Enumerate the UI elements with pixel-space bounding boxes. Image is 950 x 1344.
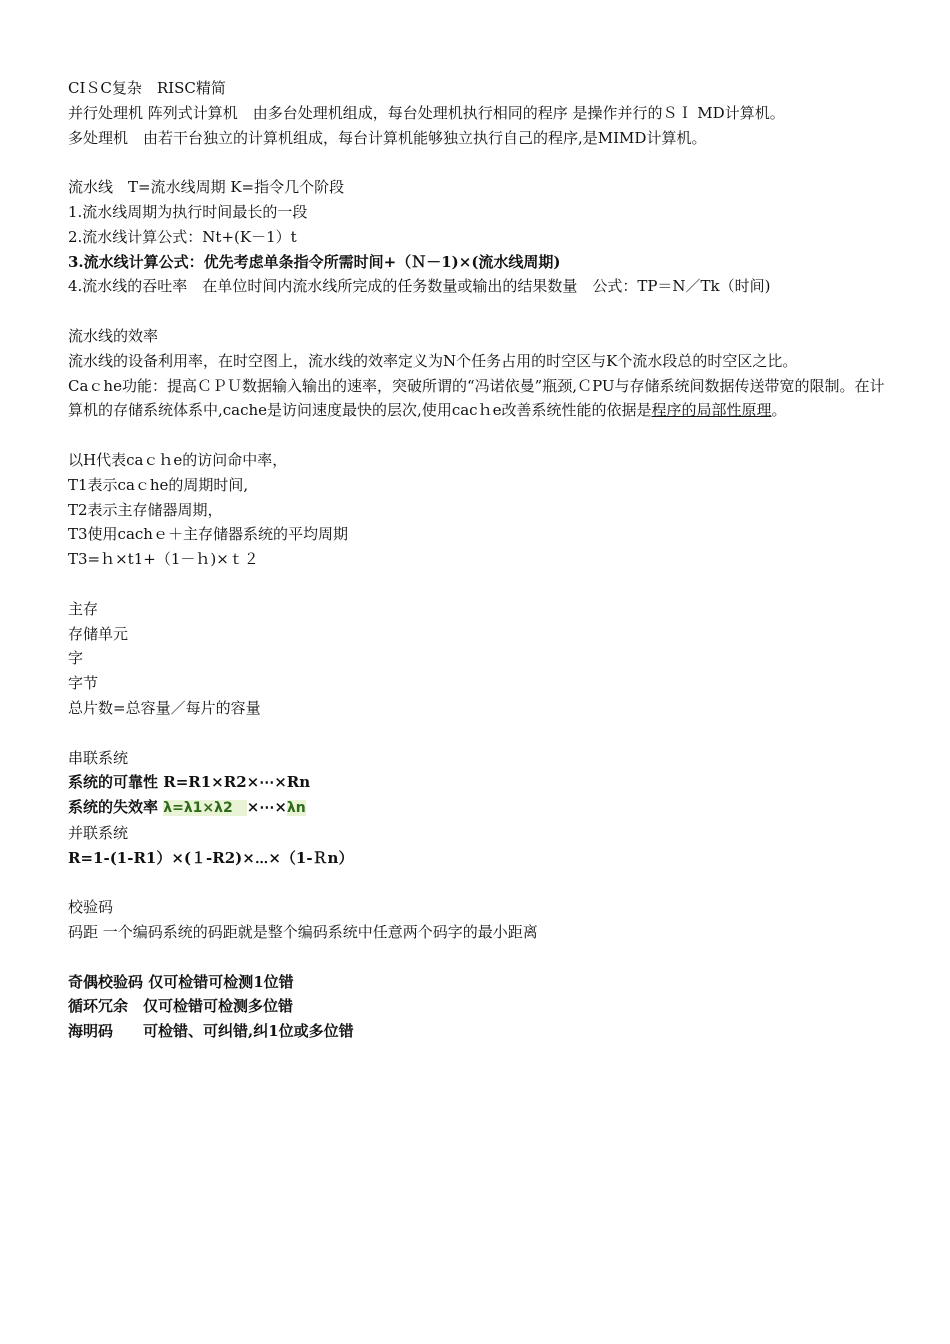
pipeline-point-2: 2.流水线计算公式：Nt+(K－1）t	[68, 227, 297, 246]
failure-rate-last-term: λn	[286, 800, 306, 817]
check-code-heading: 校验码	[68, 898, 114, 917]
pipeline-point-1: 1.流水线周期为执行时间最长的一段	[68, 202, 308, 221]
cache-hit-rate-line: 以H代表caｃｈe的访问命中率，	[68, 450, 288, 469]
spacer	[68, 721, 886, 746]
failure-rate-highlight: λ=λ1×λ2	[163, 800, 247, 817]
chip-count-formula: 总片数=总容量／每片的容量	[68, 698, 261, 717]
word-term: 字	[68, 649, 84, 668]
pipeline-point-3: 3.流水线计算公式：优先考虑单条指令所需时间+（Ｎ－1)×(流水线周期)	[68, 252, 561, 271]
pipeline-heading: 流水线 T=流水线周期 K=指令几个阶段	[68, 178, 345, 197]
main-memory-term: 主存	[68, 599, 99, 618]
crc-code-line: 循环冗余 仅可检错可检测多位错	[68, 997, 294, 1016]
spacer	[68, 299, 886, 324]
cache-t1-line: T1表示caｃhe的周期时间,	[68, 475, 249, 494]
cisc-risc-line: CIＳC复杂 RISC精简	[68, 79, 226, 97]
cache-t3-line: T3使用cachｅ＋主存储器系统的平均周期	[68, 525, 348, 544]
spacer	[68, 871, 886, 896]
failure-rate-label: 系统的失效率	[68, 798, 164, 817]
spacer	[68, 150, 886, 175]
document-body	[68, 76, 886, 1044]
cache-t3-formula: T3=ｈ×t1+（1－ｈ)×ｔ２	[68, 550, 259, 569]
parity-code-line: 奇偶校验码 仅可检错可检测1位错	[68, 972, 294, 991]
locality-principle-link: 程序的局部性原理	[651, 401, 772, 420]
cache-function-paragraph	[68, 374, 886, 424]
mimd-definition: 多处理机 由若干台独立的计算机组成，每台计算机能够独立执行自己的程序,是MIMD计算机。	[68, 128, 707, 147]
pipeline-efficiency-heading: 流水线的效率	[68, 326, 159, 345]
failure-rate-ellipsis: ×⋯×	[246, 798, 287, 817]
code-distance-definition: 码距 一个编码系统的码距就是整个编码系统中任意两个码字的最小距离	[68, 923, 538, 942]
cache-t2-line: T2表示主存储器周期，	[68, 500, 223, 519]
cache-function-end: 。	[771, 401, 787, 420]
pipeline-efficiency-definition: 流水线的设备利用率，在时空图上，流水线的效率定义为N个任务占用的时空区与K个流水段总的时空区之比。	[68, 351, 798, 370]
series-system-heading: 串联系统	[68, 748, 129, 767]
cache-function-text: Caｃhe功能：提高ＣＰＵ数据输入输出的速率，突破所谓的“冯诺依曼”瓶颈,ＣPU与存储系统间数据传送带宽的限制。在计算机的存储系统体系中,cache是访问速度最快的层次,使用cacｈe改善系统性能的依据是	[68, 376, 885, 420]
spacer	[68, 945, 886, 970]
parallel-reliability-formula: R=1-(1-R1）×(１-R2)×⋯×（1-Ｒn）	[68, 848, 354, 867]
storage-unit-term: 存储单元	[68, 624, 129, 643]
simd-definition: 并行处理机 阵列式计算机 由多台处理机组成，每台处理机执行相同的程序 是操作并行的ＳＩ MD计算机。	[68, 103, 785, 122]
series-failure-rate-formula	[68, 795, 886, 821]
hamming-code-line: 海明码 可检错、可纠错,纠1位或多位错	[68, 1022, 354, 1041]
parallel-system-heading: 并联系统	[68, 823, 129, 842]
spacer	[68, 423, 886, 448]
series-reliability-formula: 系统的可靠性 R=R1×R2×⋯×Rn	[68, 773, 311, 792]
byte-term: 字节	[68, 674, 99, 693]
pipeline-point-4: 4.流水线的吞吐率 在单位时间内流水线所完成的任务数量或输出的结果数量 公式：TP＝N／Tk（时间)	[68, 277, 771, 296]
spacer	[68, 572, 886, 597]
